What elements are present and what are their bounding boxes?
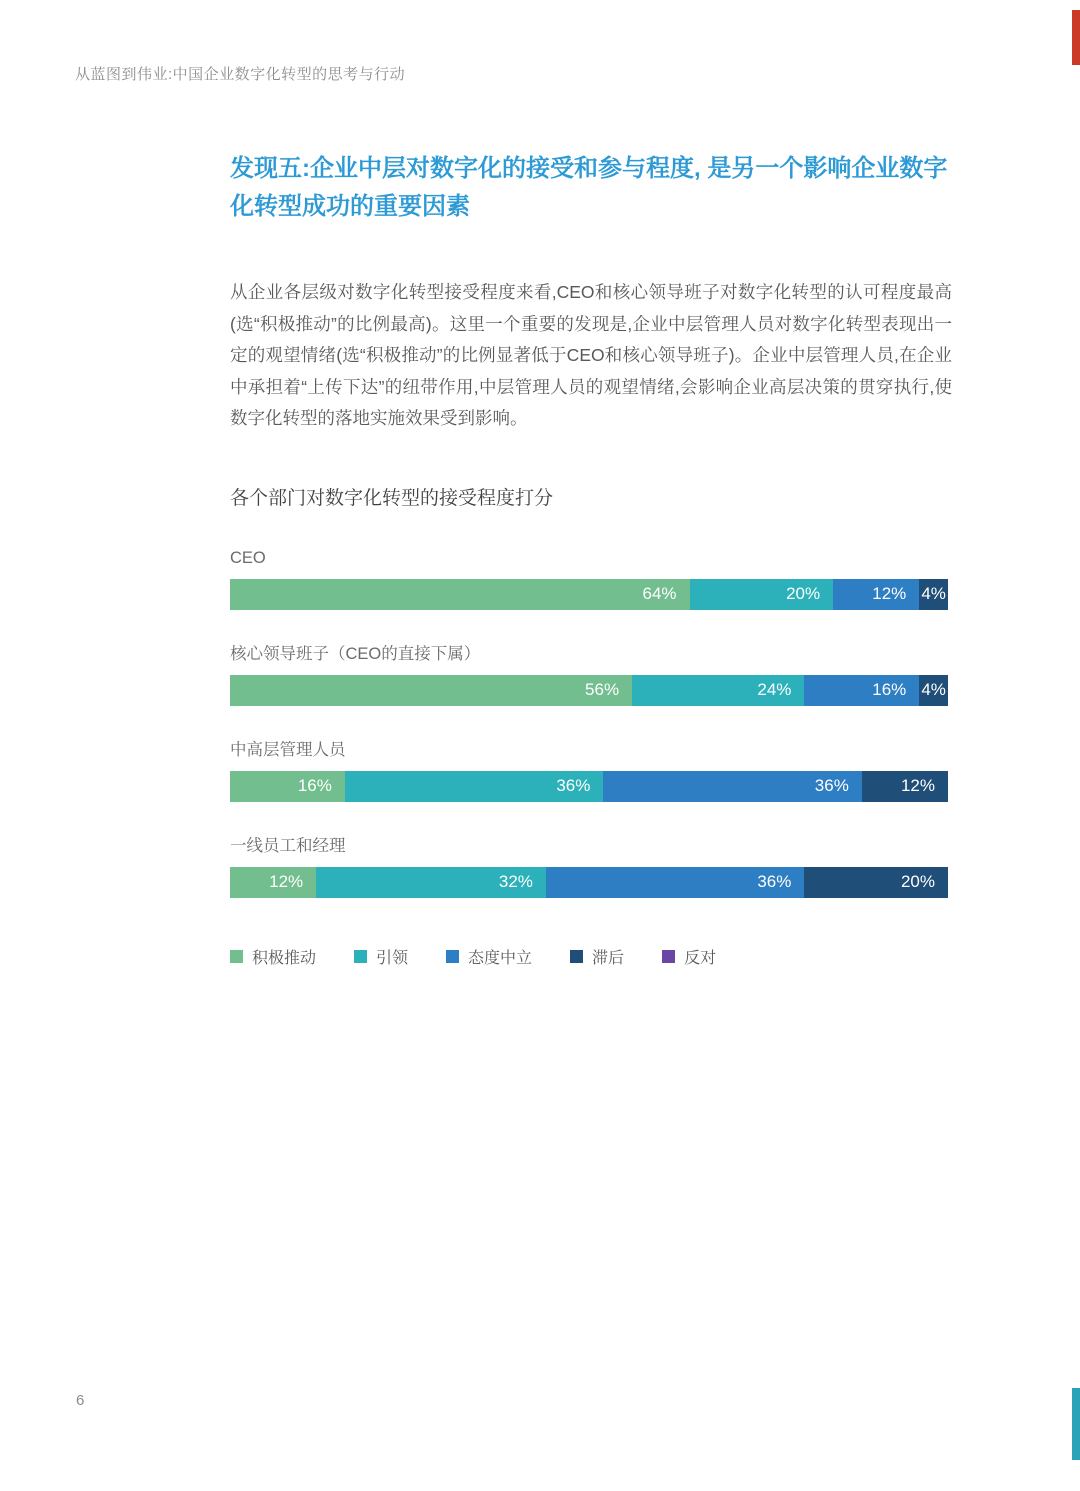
bottom-edge-strip <box>1072 1388 1080 1460</box>
legend-swatch-icon <box>446 950 459 963</box>
report-header-title: 从蓝图到伟业:中国企业数字化转型的思考与行动 <box>75 66 406 83</box>
chart-row-label: 一线员工和经理 <box>230 836 346 855</box>
segment-value-label: 16% <box>872 680 907 699</box>
segment-value-label: 4% <box>921 680 946 699</box>
chart-row-bar <box>230 867 948 898</box>
chart-row-bar <box>230 579 948 610</box>
segment-value-label: 20% <box>900 872 935 891</box>
bar-segment-态度中立 <box>833 579 919 610</box>
chart-row-bar <box>230 771 948 802</box>
bar-segment-引领 <box>632 675 804 706</box>
chart-legend <box>230 945 952 968</box>
segment-value-label: 12% <box>269 872 304 891</box>
acceptance-stacked-bar-chart <box>230 485 952 968</box>
legend-item-滞后 <box>570 945 624 968</box>
legend-label: 态度中立 <box>468 949 533 967</box>
chart-row-bar <box>230 675 948 706</box>
bar-segment-引领 <box>345 771 603 802</box>
bar-segment-引领 <box>690 579 834 610</box>
legend-label: 引领 <box>376 949 409 967</box>
finding-heading: 发现五:企业中层对数字化的接受和参与程度, 是另一个影响企业数字化转型成功的重要因素 <box>230 155 948 220</box>
segment-value-label: 56% <box>585 680 620 699</box>
segment-value-label: 12% <box>872 584 907 603</box>
chart-row-label: CEO <box>230 548 266 567</box>
legend-swatch-icon <box>230 950 243 963</box>
page-content <box>230 150 952 968</box>
bar-segment-态度中立 <box>546 867 804 898</box>
bar-segment-态度中立 <box>804 675 919 706</box>
bar-segment-积极推动 <box>230 771 345 802</box>
chart-rows <box>230 546 952 898</box>
segment-value-label: 20% <box>786 584 821 603</box>
body-paragraph: 从企业各层级对数字化转型接受程度来看,CEO和核心领导班子对数字化转型的认可程度最高(选“积极推动”的比例最高)。这里一个重要的发现是,企业中层管理人员对数字化转型表现出一定的观望情绪(选“积极推动”的比例显著低于CEO和核心领导班子)。企业中层管理人员,在企业中承担着“上传下达”的纽带作用,中层管理人员的观望情绪,会影响企业高层决策的贯穿执行,使数字化转型的落地实施效果受到影响。 <box>230 282 952 428</box>
bar-segment-积极推动 <box>230 867 316 898</box>
chart-row-label: 中高层管理人员 <box>230 740 346 759</box>
segment-value-label: 36% <box>814 776 849 795</box>
legend-item-引领 <box>354 945 408 968</box>
legend-swatch-icon <box>662 950 675 963</box>
segment-value-label: 4% <box>921 584 946 603</box>
segment-value-label: 36% <box>757 872 792 891</box>
legend-item-积极推动 <box>230 945 316 968</box>
legend-swatch-icon <box>570 950 583 963</box>
legend-label: 滞后 <box>592 949 625 967</box>
bar-segment-积极推动 <box>230 675 632 706</box>
chart-title: 各个部门对数字化转型的接受程度打分 <box>230 487 554 509</box>
chart-row-label: 核心领导班子（CEO的直接下属） <box>230 644 481 663</box>
bar-segment-滞后 <box>919 675 948 706</box>
legend-item-反对 <box>662 945 716 968</box>
bar-segment-态度中立 <box>603 771 861 802</box>
page-number: 6 <box>76 1392 85 1409</box>
top-edge-strip <box>1072 10 1080 65</box>
segment-value-label: 32% <box>498 872 533 891</box>
segment-value-label: 64% <box>642 584 677 603</box>
segment-value-label: 36% <box>556 776 591 795</box>
legend-label: 反对 <box>684 949 717 967</box>
segment-value-label: 16% <box>297 776 332 795</box>
bar-segment-引领 <box>316 867 546 898</box>
legend-item-态度中立 <box>446 945 532 968</box>
bar-segment-滞后 <box>862 771 948 802</box>
bar-segment-积极推动 <box>230 579 690 610</box>
bar-segment-滞后 <box>804 867 948 898</box>
legend-label: 积极推动 <box>252 949 317 967</box>
bar-segment-滞后 <box>919 579 948 610</box>
segment-value-label: 24% <box>757 680 792 699</box>
legend-swatch-icon <box>354 950 367 963</box>
segment-value-label: 12% <box>900 776 935 795</box>
